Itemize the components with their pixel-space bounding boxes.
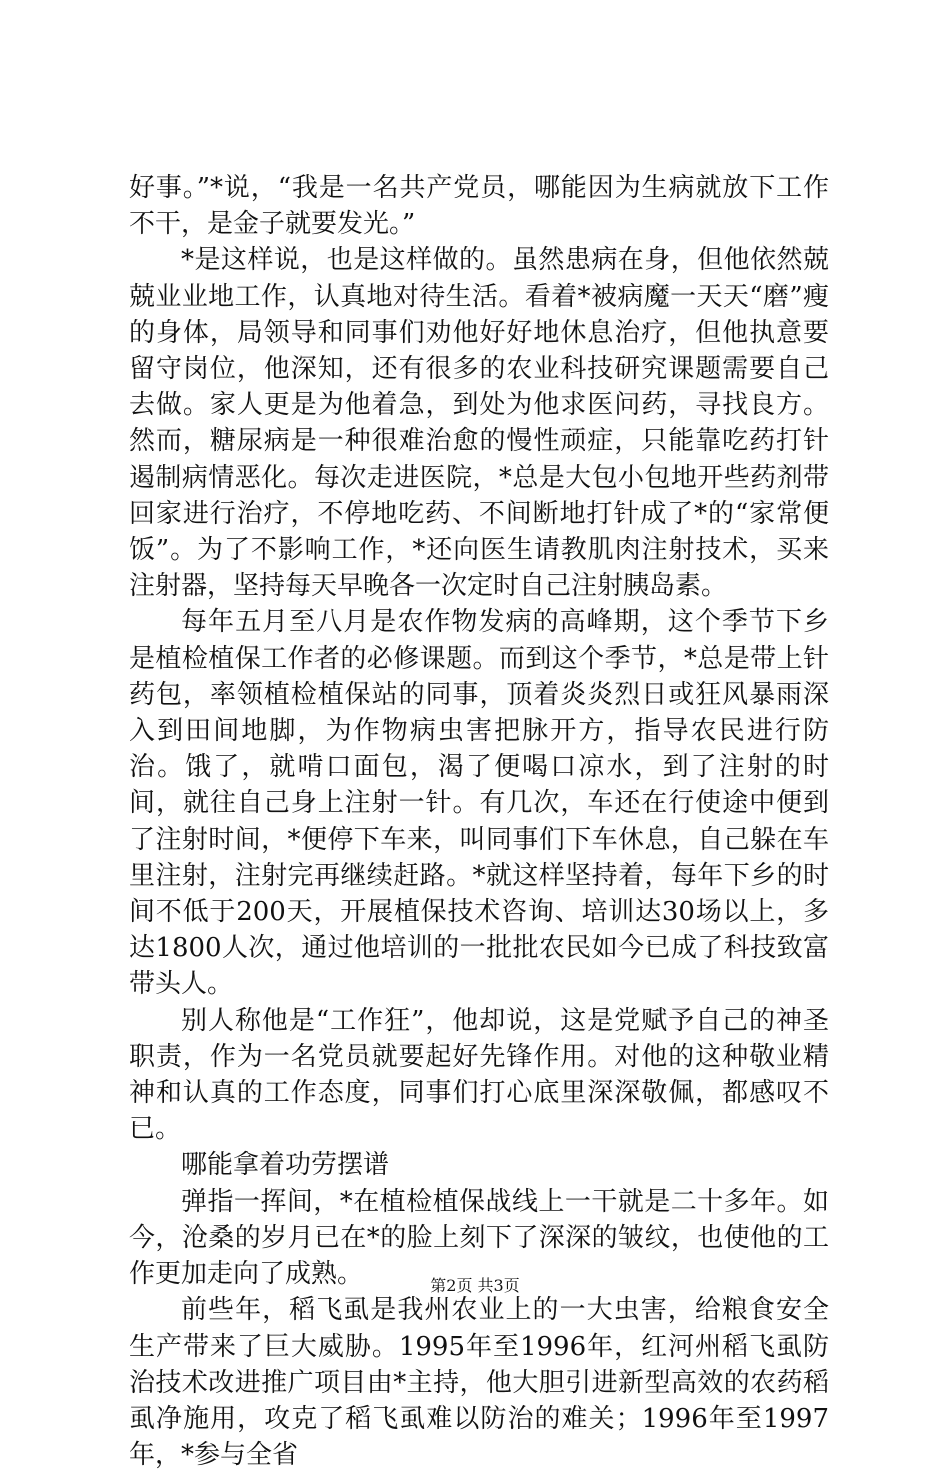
paragraph-5: 弹指一挥间，*在植检植保战线上一干就是二十多年。如今，沧桑的岁月已在*的脸上刻下了深深的皱纹，也使他的工作更加走向了成熟。 [129, 1186, 829, 1290]
page-number: 第2页 共3页 [430, 1276, 520, 1295]
paragraph-6: 前些年，稻飞虱是我州农业上的一大虫害，给粮食安全生产带来了巨大威胁。1995年至1996年，红河州稻飞虱防治技术改进推广项目由*主持，他大胆引进新型高效的农药稻虱净施用，攻克了稻飞虱难以防治的难关；1996年至1997年，*参与全省 [129, 1295, 829, 1471]
paragraph-3: 每年五月至八月是农作物发病的高峰期，这个季节下乡是植检植保工作者的必修课题。而到这个季节，*总是带上针药包，率领植检植保站的同事，顶着炎炎烈日或狂风暴雨深入到田间地脚，为作物病虫害把脉开方，指导农民进行防治。饿了，就啃口面包，渴了便喝口凉水，到了注射的时间，就往自己身上注射一针。有几次，车还在行使途中便到了注射时间，*便停下车来，叫同事们下车休息，自己躲在车里注射，注射完再继续赶路。*就这样坚持着，每年下乡的时间不低于200天，开展植保技术咨询、培训达30场以上，多达1800人次，通过他培训的一批批农民如今已成了科技致富带头人。 [129, 607, 829, 1000]
paragraph-1: 好事。”*说，“我是一名共产党员，哪能因为生病就放下工作不干，是金子就要发光。” [129, 173, 829, 240]
page-footer [0, 1276, 950, 1296]
paragraph-2: *是这样说，也是这样做的。虽然患病在身，但他依然兢兢业业地工作，认真地对待生活。看着*被病魔一天天“磨”瘦的身体，局领导和同事们劝他好好地休息治疗，但他执意要留守岗位，他深知，还有很多的农业科技研究课题需要自己去做。家人更是为他着急，到处为他求医问药，寻找良方。然而，糖尿病是一种很难治愈的慢性顽症，只能靠吃药打针遏制病情恶化。每次走进医院，*总是大包小包地开些药剂带回家进行治疗，不停地吃药、不间断地打针成了*的“家常便饭”。为了不影响工作，*还向医生请教肌肉注射技术，买来注射器，坚持每天早晚各一次定时自己注射胰岛素。 [129, 245, 829, 602]
section-heading: 哪能拿着功劳摆谱 [181, 1150, 390, 1181]
paragraph-4: 别人称他是“工作狂”，他却说，这是党赋予自己的神圣职责，作为一名党员就要起好先锋作用。对他的这种敬业精神和认真的工作态度，同事们打心底里深深敬佩，都感叹不已。 [129, 1005, 829, 1145]
